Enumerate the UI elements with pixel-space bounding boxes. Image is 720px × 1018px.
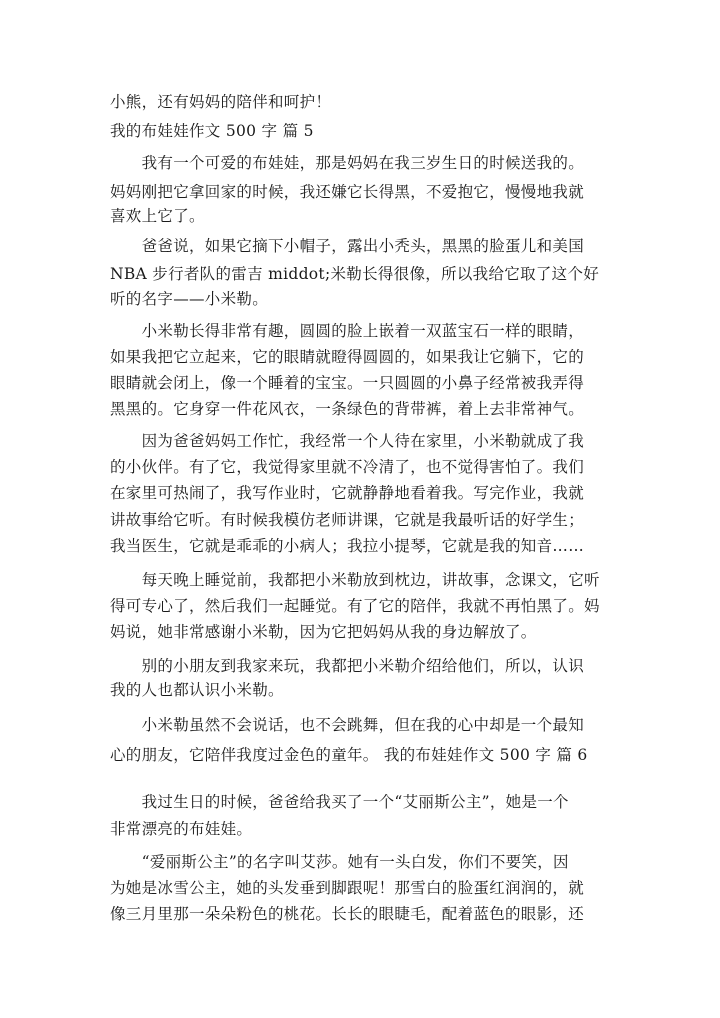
text-line: 心的朋友，它陪伴我度过金色的童年。 我的布娃娃作文 500 字 篇 6 <box>110 746 588 764</box>
text-line: 妈妈刚把它拿回家的时候，我还嫌它长得黑，不爱抱它，慢慢地我就 <box>110 183 585 201</box>
text-line: 在家里可热闹了，我写作业时，它就静静地看着我。写完作业，我就 <box>110 484 585 502</box>
text-line: 喜欢上它了。 <box>110 207 205 225</box>
text-line: 讲故事给它听。有时候我模仿老师讲课，它就是我最听话的好学生； <box>110 511 585 529</box>
text-line: 我有一个可爱的布娃娃，那是妈妈在我三岁生日的时候送我的。 <box>110 154 585 172</box>
text-line: NBA 步行者队的雷吉 middot;米勒长得很像，所以我给它取了这个好 <box>110 265 600 283</box>
text-line: 我的人也都认识小米勒。 <box>110 681 284 699</box>
text-line: 眼睛就会闭上，像一个睡着的宝宝。一只圆圆的小鼻子经常被我弄得 <box>110 374 585 392</box>
text-line: 小米勒虽然不会说话，也不会跳舞，但在我的心中却是一个最知 <box>110 716 585 734</box>
text-line: “爱丽斯公主”的名字叫艾莎。她有一头白发，你们不要笑，因 <box>110 853 569 871</box>
text-line: 我当医生，它就是乖乖的小病人；我拉小提琴，它就是我的知音…… <box>110 537 585 555</box>
text-line: 爸爸说，如果它摘下小帽子，露出小秃头，黑黑的脸蛋儿和美国 <box>110 237 585 255</box>
text-line: 如果我把它立起来，它的眼睛就瞪得圆圆的，如果我让它躺下，它的 <box>110 348 585 366</box>
text-line: 黑黑的。它身穿一件花风衣，一条绿色的背带裤，着上去非常神气。 <box>110 400 585 418</box>
text-line: 妈说，她非常感谢小米勒，因为它把妈妈从我的身边解放了。 <box>110 623 537 641</box>
text-line: 小熊，还有妈妈的陪伴和呵护！ <box>110 93 332 111</box>
text-line: 别的小朋友到我家来玩，我都把小米勒介绍给他们，所以，认识 <box>110 657 585 675</box>
text-line: 听的名字——小米勒。 <box>110 290 269 308</box>
section-heading: 我的布娃娃作文 500 字 篇 5 <box>110 122 314 140</box>
text-line: 为她是冰雪公主，她的头发垂到脚跟呢！那雪白的脸蛋红润润的，就 <box>110 879 585 897</box>
text-line: 小米勒长得非常有趣，圆圆的脸上嵌着一双蓝宝石一样的眼睛， <box>110 322 585 340</box>
text-line: 每天晚上睡觉前，我都把小米勒放到枕边，讲故事，念课文，它听 <box>110 571 600 589</box>
text-line: 非常漂亮的布娃娃。 <box>110 820 253 838</box>
text-line: 因为爸爸妈妈工作忙，我经常一个人待在家里，小米勒就成了我 <box>110 432 585 450</box>
text-line: 像三月里那一朵朵粉色的桃花。长长的眼睫毛，配着蓝色的眼影，还 <box>110 905 585 923</box>
text-line: 我过生日的时候，爸爸给我买了一个“艾丽斯公主”，她是一个 <box>110 793 569 811</box>
text-line: 的小伙伴。有了它，我觉得家里就不冷清了，也不觉得害怕了。我们 <box>110 458 585 476</box>
text-line: 得可专心了，然后我们一起睡觉。有了它的陪伴，我就不再怕黑了。妈 <box>110 597 600 615</box>
